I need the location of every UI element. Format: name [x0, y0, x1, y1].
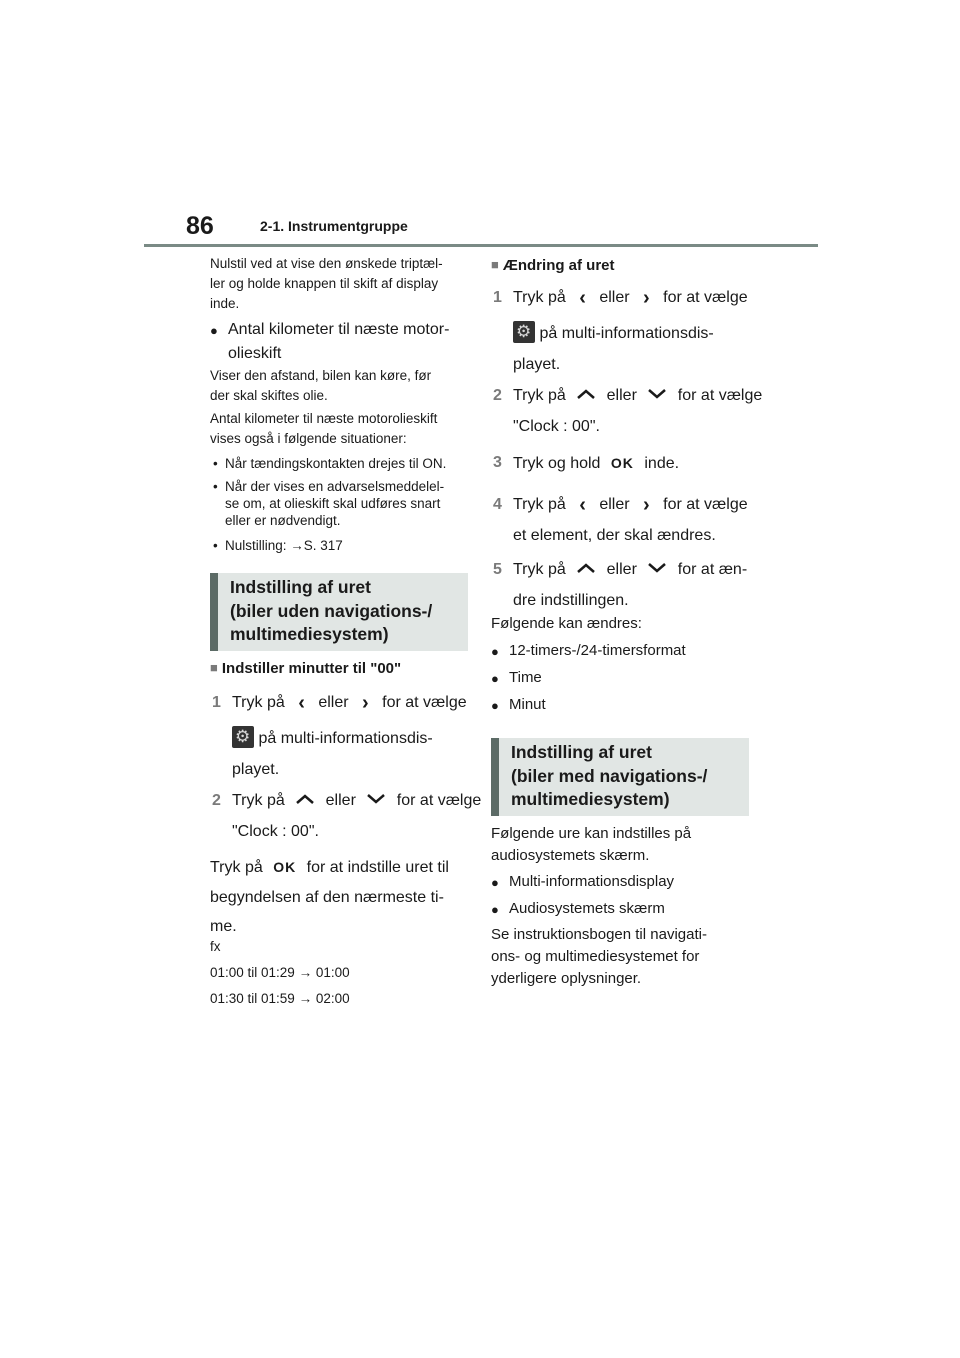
list-item: ● Audiosystemets skærm: [509, 898, 749, 925]
list-item: ● Multi-informationsdisplay: [509, 871, 749, 898]
chevron-right-icon: ›: [643, 287, 650, 309]
oil-situations-paragraph: Antal kilometer til næste motorolieskift vises også i følgende situationer:: [210, 411, 438, 446]
chevron-right-icon: ›: [362, 692, 369, 714]
example-1: 01:00 til 01:29 → 01:00: [210, 965, 350, 980]
chevron-up-icon: [576, 563, 596, 573]
section-box-with-nav: Indstilling af uret (biler med navigations-/ multimediesystem): [491, 738, 749, 816]
square-bullet-icon: [210, 660, 222, 677]
chevron-left-icon: ‹: [579, 494, 586, 516]
example-2: 01:30 til 01:59 → 02:00: [210, 991, 350, 1006]
left-step-2: 2 Tryk på eller for at vælge "Clock : 00".: [212, 792, 482, 840]
right-step-5: 5 Tryk på eller for at æn- dre indstillingen.: [493, 561, 748, 609]
chevron-down-icon: [647, 563, 667, 573]
oil-desc-paragraph: Viser den afstand, bilen kan køre, før der skal skiftes olie.: [210, 368, 432, 403]
audio-clock-paragraph: Følgende ure kan indstilles på audiosystemets skærm.: [491, 825, 692, 864]
situation-list: [225, 454, 475, 556]
ok-icon: OK: [610, 455, 634, 471]
right-step-1: 1 Tryk på ‹ eller › for at vælge ⚙ på multi-informationsdis- playet.: [513, 286, 763, 377]
chevron-down-icon: [647, 389, 667, 399]
right-step-3: 3 Tryk og hold OK inde.: [513, 451, 763, 476]
section-box-no-nav: Indstilling af uret (biler uden navigations-/ multimediesystem): [210, 573, 468, 651]
chevron-left-icon: ‹: [579, 287, 586, 309]
situation-item: • Når der vises en advarselsmeddelel- se om, at olieskift skal udføres snart eller er nødvendigt.: [225, 478, 475, 529]
section-title: 2-1. Instrumentgruppe: [260, 218, 408, 234]
gear-icon: [232, 726, 254, 748]
gear-icon: [513, 321, 535, 343]
chevron-left-icon: ‹: [298, 692, 305, 714]
list-item: ● Minut: [509, 694, 749, 721]
chevron-down-icon: [366, 794, 386, 804]
left-step-1: 1 Tryk på ‹ eller › for at vælge ⚙ på multi-informationsdis- playet.: [232, 691, 482, 782]
reference-paragraph: Se instruktionsbogen til navigati- ons- og multimediesystemet for yderligere oplysninger.: [491, 926, 707, 987]
changeable-intro: Følgende kan ændres:: [491, 615, 642, 632]
page-number: 86: [186, 212, 214, 240]
fx-label: fx: [210, 939, 221, 954]
chevron-up-icon: [295, 794, 315, 804]
display-list: [509, 871, 749, 925]
change-clock-heading: ■ Ændring af uret: [491, 254, 753, 277]
list-item: ● 12-timers-/24-timersformat: [509, 640, 749, 667]
right-step-2: 2 Tryk på eller for at vælge "Clock : 00".: [493, 387, 763, 435]
square-bullet-icon: [491, 257, 503, 274]
right-step-4: 4 Tryk på ‹ eller › for at vælge et element, der skal ændres.: [493, 494, 748, 544]
intro-paragraph: Nulstil ved at vise den ønskede triptæl- ler og holde knappen til skift af display inde.: [210, 256, 443, 311]
minutes-heading: ■ Indstiller minutter til "00": [210, 657, 472, 680]
ok-paragraph: Tryk på OK for at indstille uret til begyndelsen af den nærmeste ti- me.: [210, 855, 472, 939]
ok-icon: OK: [273, 859, 297, 875]
header-rule: [144, 244, 818, 247]
chevron-up-icon: [576, 389, 596, 399]
situation-item: • Nulstilling: →S. 317: [225, 536, 475, 556]
changeable-list: [509, 640, 749, 721]
situation-item: • Når tændingskontakten drejes til ON.: [225, 454, 475, 474]
oil-change-bullet: ● Antal kilometer til næste motor- olieskift: [228, 318, 478, 366]
chevron-right-icon: ›: [643, 494, 650, 516]
list-item: ● Time: [509, 667, 749, 694]
